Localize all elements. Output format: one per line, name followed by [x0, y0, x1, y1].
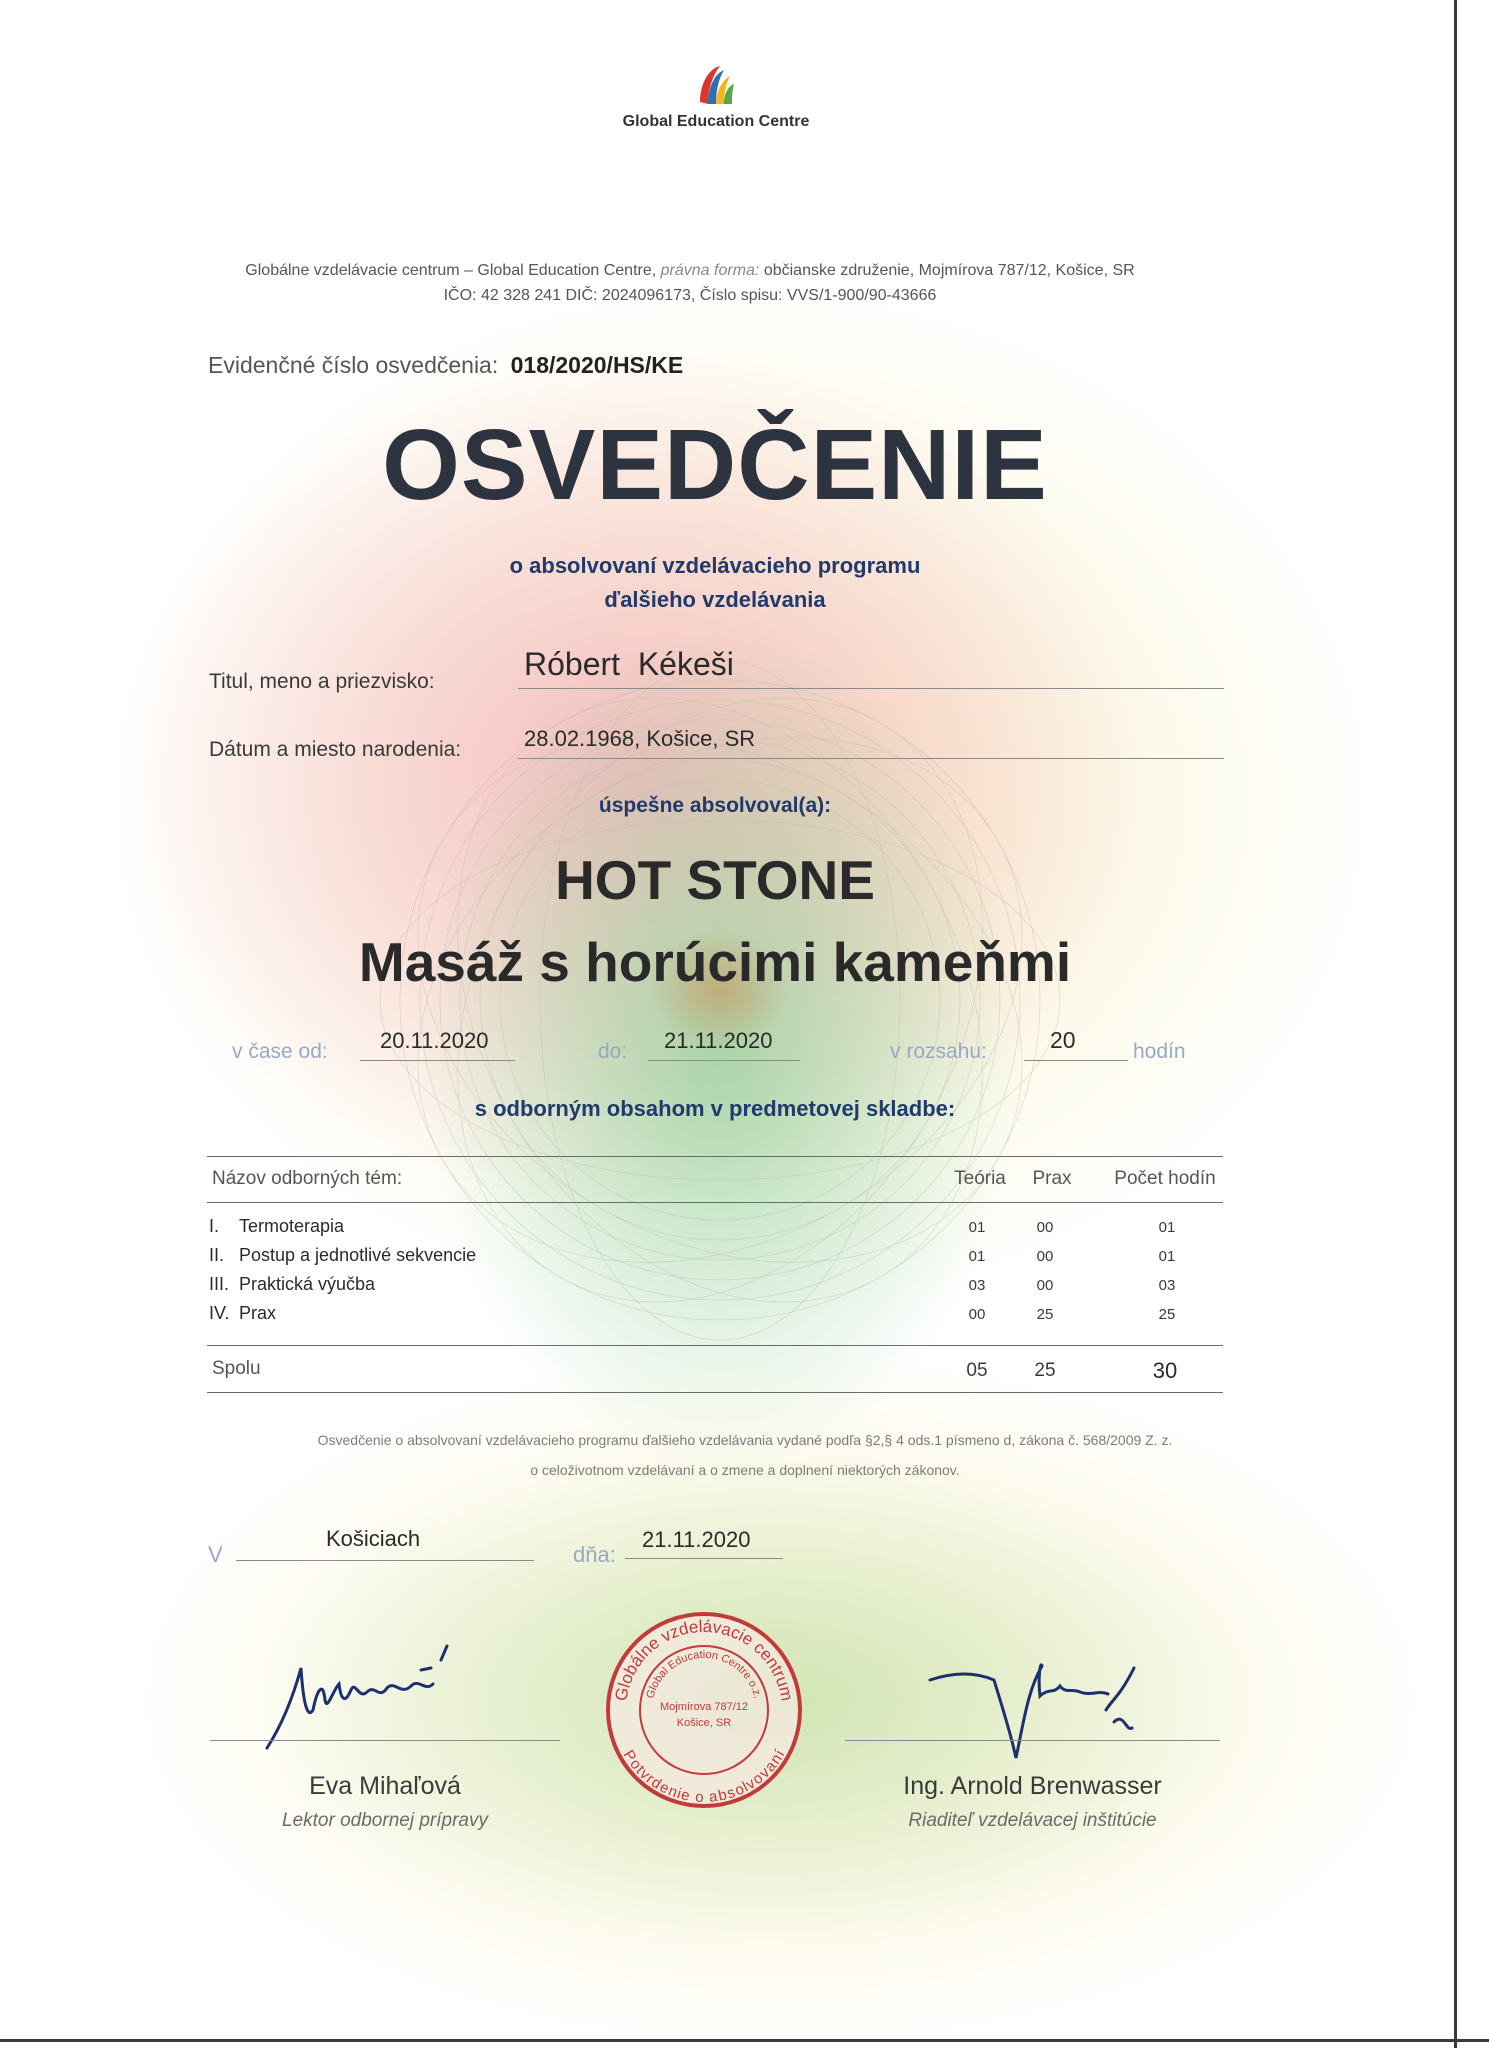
row-topic: Praktická výučba [239, 1274, 376, 1294]
table-header-rule [207, 1202, 1223, 1203]
signatory-left-role: Lektor odbornej prípravy [282, 1810, 488, 1831]
date-value: 21.11.2020 [642, 1527, 751, 1552]
row-practice: 25 [1036, 1306, 1054, 1323]
table-body [209, 1216, 1229, 1336]
legal-line-1: Osvedčenie o absolvovaní vzdelávacieho programu ďalšieho vzdelávania vydané podľa §2,§ 4 ods.1 písmeno d, zákona č. 568/2009 Z. z. [317, 1432, 1173, 1448]
stamp-outer-top: Globálne vzdelávacie centrum [611, 1616, 797, 1703]
birth-label: Dátum a miesto narodenia: [209, 738, 462, 761]
row-practice: 00 [1036, 1277, 1054, 1294]
course-name-line-2: Masáž s horúcimi kameňmi [358, 931, 1072, 993]
period-to-value: 21.11.2020 [664, 1028, 773, 1053]
legal-form-label: právna forma: [660, 262, 760, 279]
period-from-underline [360, 1060, 515, 1061]
range-value: 20 [1050, 1027, 1076, 1053]
table-header-topic: Názov odborných tém: [212, 1168, 403, 1189]
official-stamp [604, 1610, 804, 1810]
name-label: Titul, meno a priezvisko: [209, 670, 435, 693]
place-underline [236, 1560, 534, 1561]
table-header-hours: Počet hodín [1114, 1168, 1216, 1189]
place-value: Košiciach [326, 1526, 421, 1551]
table-row [209, 1245, 1229, 1273]
signature-right-line [845, 1740, 1220, 1741]
row-topic: Postup a jednotlivé sekvencie [239, 1245, 477, 1265]
evidence-label: Evidenčné číslo osvedčenia: [208, 352, 499, 378]
row-practice: 00 [1036, 1248, 1054, 1265]
organization-line-1 [140, 262, 1240, 280]
stamp-inner-address: Mojmírova 787/12 [659, 1701, 749, 1713]
row-number: II. [209, 1245, 225, 1265]
row-hours: 25 [1158, 1306, 1176, 1323]
evidence-number [208, 352, 683, 379]
signatory-right-role: Riaditeľ vzdelávacej inštitúcie [908, 1810, 1157, 1831]
date-label: dňa: [573, 1542, 616, 1567]
scan-edge-bottom [0, 2039, 1489, 2042]
logo-text: Global Education Centre [622, 113, 810, 130]
row-topic: Prax [239, 1303, 277, 1323]
period-to-label: do: [598, 1040, 628, 1063]
subtitle-line-1: o absolvovaní vzdelávacieho programu [509, 553, 921, 578]
total-practice: 25 [1034, 1360, 1056, 1381]
table-top-rule [207, 1156, 1223, 1157]
row-theory: 03 [968, 1277, 986, 1294]
organization-line-2: IČO: 42 328 241 DIČ: 2024096173, Číslo spisu: VVS/1-900/90-43666 [443, 287, 937, 304]
range-underline [1024, 1060, 1128, 1061]
name-value: Róbert Kékeši [524, 646, 734, 682]
table-total-rule [207, 1345, 1223, 1346]
signature-left-line [210, 1740, 560, 1741]
stamp-inner-arc: Global Education Centre o.z. [644, 1648, 764, 1700]
stamp-inner-city: Košice, SR [676, 1717, 732, 1729]
table-bottom-rule [207, 1392, 1223, 1393]
signatory-left-name: Eva Mihaľová [309, 1772, 461, 1800]
row-number: I. [209, 1216, 220, 1236]
evidence-value: 018/2020/HS/KE [510, 352, 684, 378]
scan-edge-right [1454, 0, 1457, 2048]
table-row [209, 1303, 1229, 1331]
period-from-label: v čase od: [232, 1040, 328, 1063]
table-header-practice: Prax [1032, 1168, 1072, 1189]
legal-line-2: o celoživotnom vzdelávaní a o zmene a doplnení niektorých zákonov. [530, 1462, 960, 1478]
row-theory: 00 [968, 1306, 986, 1323]
signatory-right-name: Ing. Arnold Brenwasser [903, 1772, 1162, 1800]
completed-label: úspešne absolvoval(a): [598, 794, 832, 817]
stamp-outer-bottom: Potvrdenie o absolvovaní [619, 1747, 789, 1807]
row-hours: 01 [1158, 1248, 1176, 1265]
period-from-value: 20.11.2020 [380, 1028, 489, 1053]
subtitle-line-2: ďalšieho vzdelávania [604, 587, 826, 612]
place-label: V [208, 1542, 223, 1567]
range-label: v rozsahu: [890, 1040, 987, 1063]
table-row [209, 1216, 1229, 1244]
org-name: Globálne vzdelávacie centrum – Global Education Centre, [245, 262, 657, 279]
row-hours: 01 [1158, 1219, 1176, 1236]
range-unit: hodín [1133, 1040, 1186, 1063]
total-theory: 05 [966, 1360, 988, 1381]
birth-underline [518, 758, 1224, 759]
name-underline [518, 688, 1224, 689]
course-name-line-1: HOT STONE [555, 849, 875, 911]
signature-left [255, 1640, 505, 1760]
period-to-underline [648, 1060, 800, 1061]
total-hours: 30 [1152, 1358, 1178, 1383]
org-address: občianske združenie, Mojmírova 787/12, Košice, SR [763, 262, 1135, 279]
row-theory: 01 [968, 1248, 986, 1265]
table-row [209, 1274, 1229, 1302]
global-education-centre-logo [692, 62, 740, 110]
row-theory: 01 [968, 1219, 986, 1236]
row-number: III. [209, 1274, 230, 1294]
content-label: s odborným obsahom v predmetovej skladbe: [474, 1096, 956, 1121]
row-hours: 03 [1158, 1277, 1176, 1294]
row-number: IV. [209, 1303, 230, 1323]
birth-value: 28.02.1968, Košice, SR [524, 726, 756, 751]
table-header-theory: Teória [954, 1168, 1006, 1189]
date-underline [625, 1558, 783, 1559]
row-topic: Termoterapia [239, 1216, 345, 1236]
row-practice: 00 [1036, 1219, 1054, 1236]
signature-right [920, 1640, 1160, 1770]
certificate-title: OSVEDČENIE [382, 409, 1048, 521]
total-label: Spolu [212, 1358, 261, 1379]
